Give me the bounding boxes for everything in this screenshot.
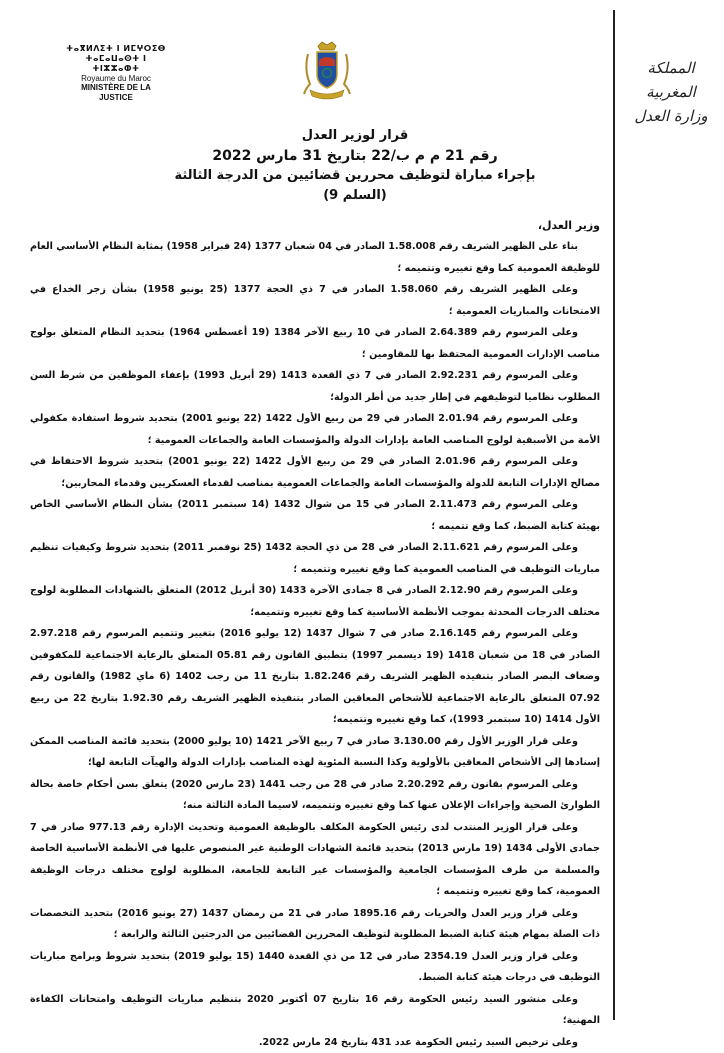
preamble-paragraph: وعلى المرسوم بقانون رقم 2.20.292 صادر في 28 من رجب 1441 (23 مارس 2020) يتعلق بسن أحكام خاصة بحالة الطوارئ الصحية وإجراءات الإعلان عنها كما وقع تغييره وتتميمه، لاسيما المادة الثالثة منه؛ [30, 774, 600, 817]
kingdom-label-ar: المملكة المغربية [626, 56, 716, 104]
preamble-paragraph: وعلى ترخيص السيد رئيس الحكومة عدد 431 بتاريخ 24 مارس 2022. [30, 1032, 600, 1053]
preamble-paragraph: وعلى قرار الوزير المنتدب لدى رئيس الحكومة المكلف بالوظيفة العمومية وتحديث الإدارة رقم 977.13 صادر في 7 جمادى الأولى 1434 (19 مارس 2013) بتحديد قائمة الشهادات الوطنية غير المنصوص عليها في الأنظمة الأساسية الخاصة والمسلمة من طرف المؤسسات الجامعية والمؤسسات غير التابعة للجامعة، المطلوبة لولوج مختلف درجات الوظيفة العمومية، كما وقع تغييره وتتميمه ؛ [30, 817, 600, 903]
preamble-paragraph: وعلى المرسوم رقم 2.11.473 الصادر في 15 من شوال 1432 (14 سبتمبر 2011) بشأن النظام الأساسي الخاص بهيئة كتابة الضبط، كما وقع تتميمه ؛ [30, 494, 600, 537]
salutation: وزير العدل، [30, 215, 600, 236]
ministry-label-tifinagh: ⵜⴰⵎⴰⵡⴰⵙⵜ ⵏ ⵜⵏⵣⵣⴰⵀⵜ [66, 54, 166, 74]
decree-title-line1: قرار لوزير العدل [160, 126, 550, 146]
preamble-paragraph: وعلى قرار وزير العدل والحريات رقم 1895.16 صادر في 21 من رمضان 1437 (27 يونيو 2016) بتحديد التخصصات ذات الصلة بمهام هيئة كتابة الضبط المطلوبة لتوظيف المحررين القضائيين من الدرجتين الثالثة والرابعة ؛ [30, 903, 600, 946]
preamble-paragraph: وعلى قرار الوزير الأول رقم 3.130.00 صادر في 7 ربيع الآخر 1421 (10 يوليو 2000) بتحديد قائمة المناصب الممكن إسنادها إلى الأشخاص المعاقين بالأولوية وكذا النسبة المئوية لهذه المناصب بإدارات الدولة والهيآت التابعة لها؛ [30, 731, 600, 774]
decree-title [160, 126, 550, 206]
kingdom-label-fr: Royaume du Maroc [66, 74, 166, 83]
preamble-paragraph: وعلى المرسوم رقم 2.92.231 الصادر في 7 ذي القعدة 1413 (29 أبريل 1993) بإعفاء الموظفين من شرط السن المطلوب نظاميا لتوظيفهم في إطار جديد من أطر الدولة؛ [30, 365, 600, 408]
preamble-paragraph: وعلى المرسوم رقم 2.11.621 الصادر في 28 من ذي الحجة 1432 (25 نوفمبر 2011) بتحديد شروط وكيفيات تنظيم مباريات التوظيف في المناصب العمومية كما وقع تغييره وتتميمه ؛ [30, 537, 600, 580]
preamble-paragraph: وعلى المرسوم رقم 2.64.389 الصادر في 10 ربيع الآخر 1384 (19 أغسطس 1964) بتحديد النظام المتعلق بولوج مناصب الإدارات العمومية المحتفظ بها للمقاومين ؛ [30, 322, 600, 365]
kingdom-label-tifinagh: ⵜⴰⴳⵍⴷⵉⵜ ⵏ ⵍⵎⵖⵔⵉⴱ [66, 44, 166, 54]
ministry-label-fr: MINISTÈRE DE LA JUSTICE [66, 83, 166, 103]
royal-coat-of-arms-icon [298, 40, 356, 102]
preamble-paragraph: وعلى الظهير الشريف رقم 1.58.060 الصادر في 7 ذي الحجة 1377 (25 يونيو 1958) بشأن زجر الخداع في الامتحانات والمباريات العمومية ؛ [30, 279, 600, 322]
preamble-paragraph: وعلى قرار وزير العدل 2354.19 صادر في 12 من ذي القعدة 1440 (15 يوليو 2019) بتحديد شروط وبرامج مباريات التوظيف في درجات هيئة كتابة الضبط. [30, 946, 600, 989]
preamble-paragraph: بناء على الظهير الشريف رقم 1.58.008 الصادر في 04 شعبان 1377 (24 فبراير 1958) بمثابة النظام الأساسي العام للوظيفة العمومية كما وقع تغييره وتتميمه ؛ [30, 236, 600, 279]
preamble-paragraph: وعلى المرسوم رقم 2.12.90 الصادر في 8 جمادى الآخرة 1433 (30 أبريل 2012) المتعلق بالشهادات المطلوبة لولوج مختلف الدرجات المحدثة بموجب الأنظمة الأساسية كما وقع تغييره وتتميمه؛ [30, 580, 600, 623]
ministry-header-fr [66, 44, 166, 103]
ministry-label-ar: وزارة العدل [626, 104, 716, 128]
decree-number-date: رقم 21 م م ب/22 بتاريخ 31 مارس 2022 [160, 146, 550, 166]
preamble-paragraph: وعلى المرسوم رقم 2.01.94 الصادر في 29 من ربيع الأول 1422 (22 يونيو 2001) بتحديد شروط استفادة مكفولي الأمة من الأسبقية لولوج المناصب العامة بإدارات الدولة والمؤسسات العامة والجماعات العمومية ؛ [30, 408, 600, 451]
decree-body [30, 215, 600, 1053]
ministry-header-ar [626, 56, 716, 128]
preamble-paragraph: وعلى المرسوم رقم 2.16.145 صادر في 7 شوال 1437 (12 يوليو 2016) بتغيير وتتميم المرسوم رقم 2.97.218 الصادر في 18 من شعبان 1418 (19 ديسمبر 1997) بتطبيق القانون رقم 05.81 المتعلق بالرعاية الاجتماعية للمكفوفين وضعاف البصر الصادر بتنفيذه الظهير الشريف رقم 1.82.246 بتاريخ 11 من رجب 1402 (6 ماي 1982) والقانون رقم 07.92 المتعلق بالرعاية الاجتماعية للأشخاص المعاقين الصادر بتنفيذه الظهير الشريف رقم 1.92.30 بتاريخ 22 من ربيع الأول 1414 (10 سبتمبر 1993)، كما وقع تغييره وتتميمه؛ [30, 623, 600, 731]
preamble-paragraph: وعلى منشور السيد رئيس الحكومة رقم 16 بتاريخ 07 أكتوبر 2020 بتنظيم مباريات التوظيف وامتحانات الكفاءة المهنية؛ [30, 989, 600, 1032]
page-margin-rule [613, 10, 615, 1020]
preamble-paragraph: وعلى المرسوم رقم 2.01.96 الصادر في 29 من ربيع الأول 1422 (22 يونيو 2001) بتحديد شروط الاحتفاظ في مصالح الإدارات التابعة للدولة والمؤسسات العامة والجماعات العمومية بمناصب لقدماء العسكريين وقدماء المحاربين؛ [30, 451, 600, 494]
decree-subject: بإجراء مباراة لتوظيف محررين قضائيين من الدرجة الثالثة (السلم 9) [160, 166, 550, 206]
